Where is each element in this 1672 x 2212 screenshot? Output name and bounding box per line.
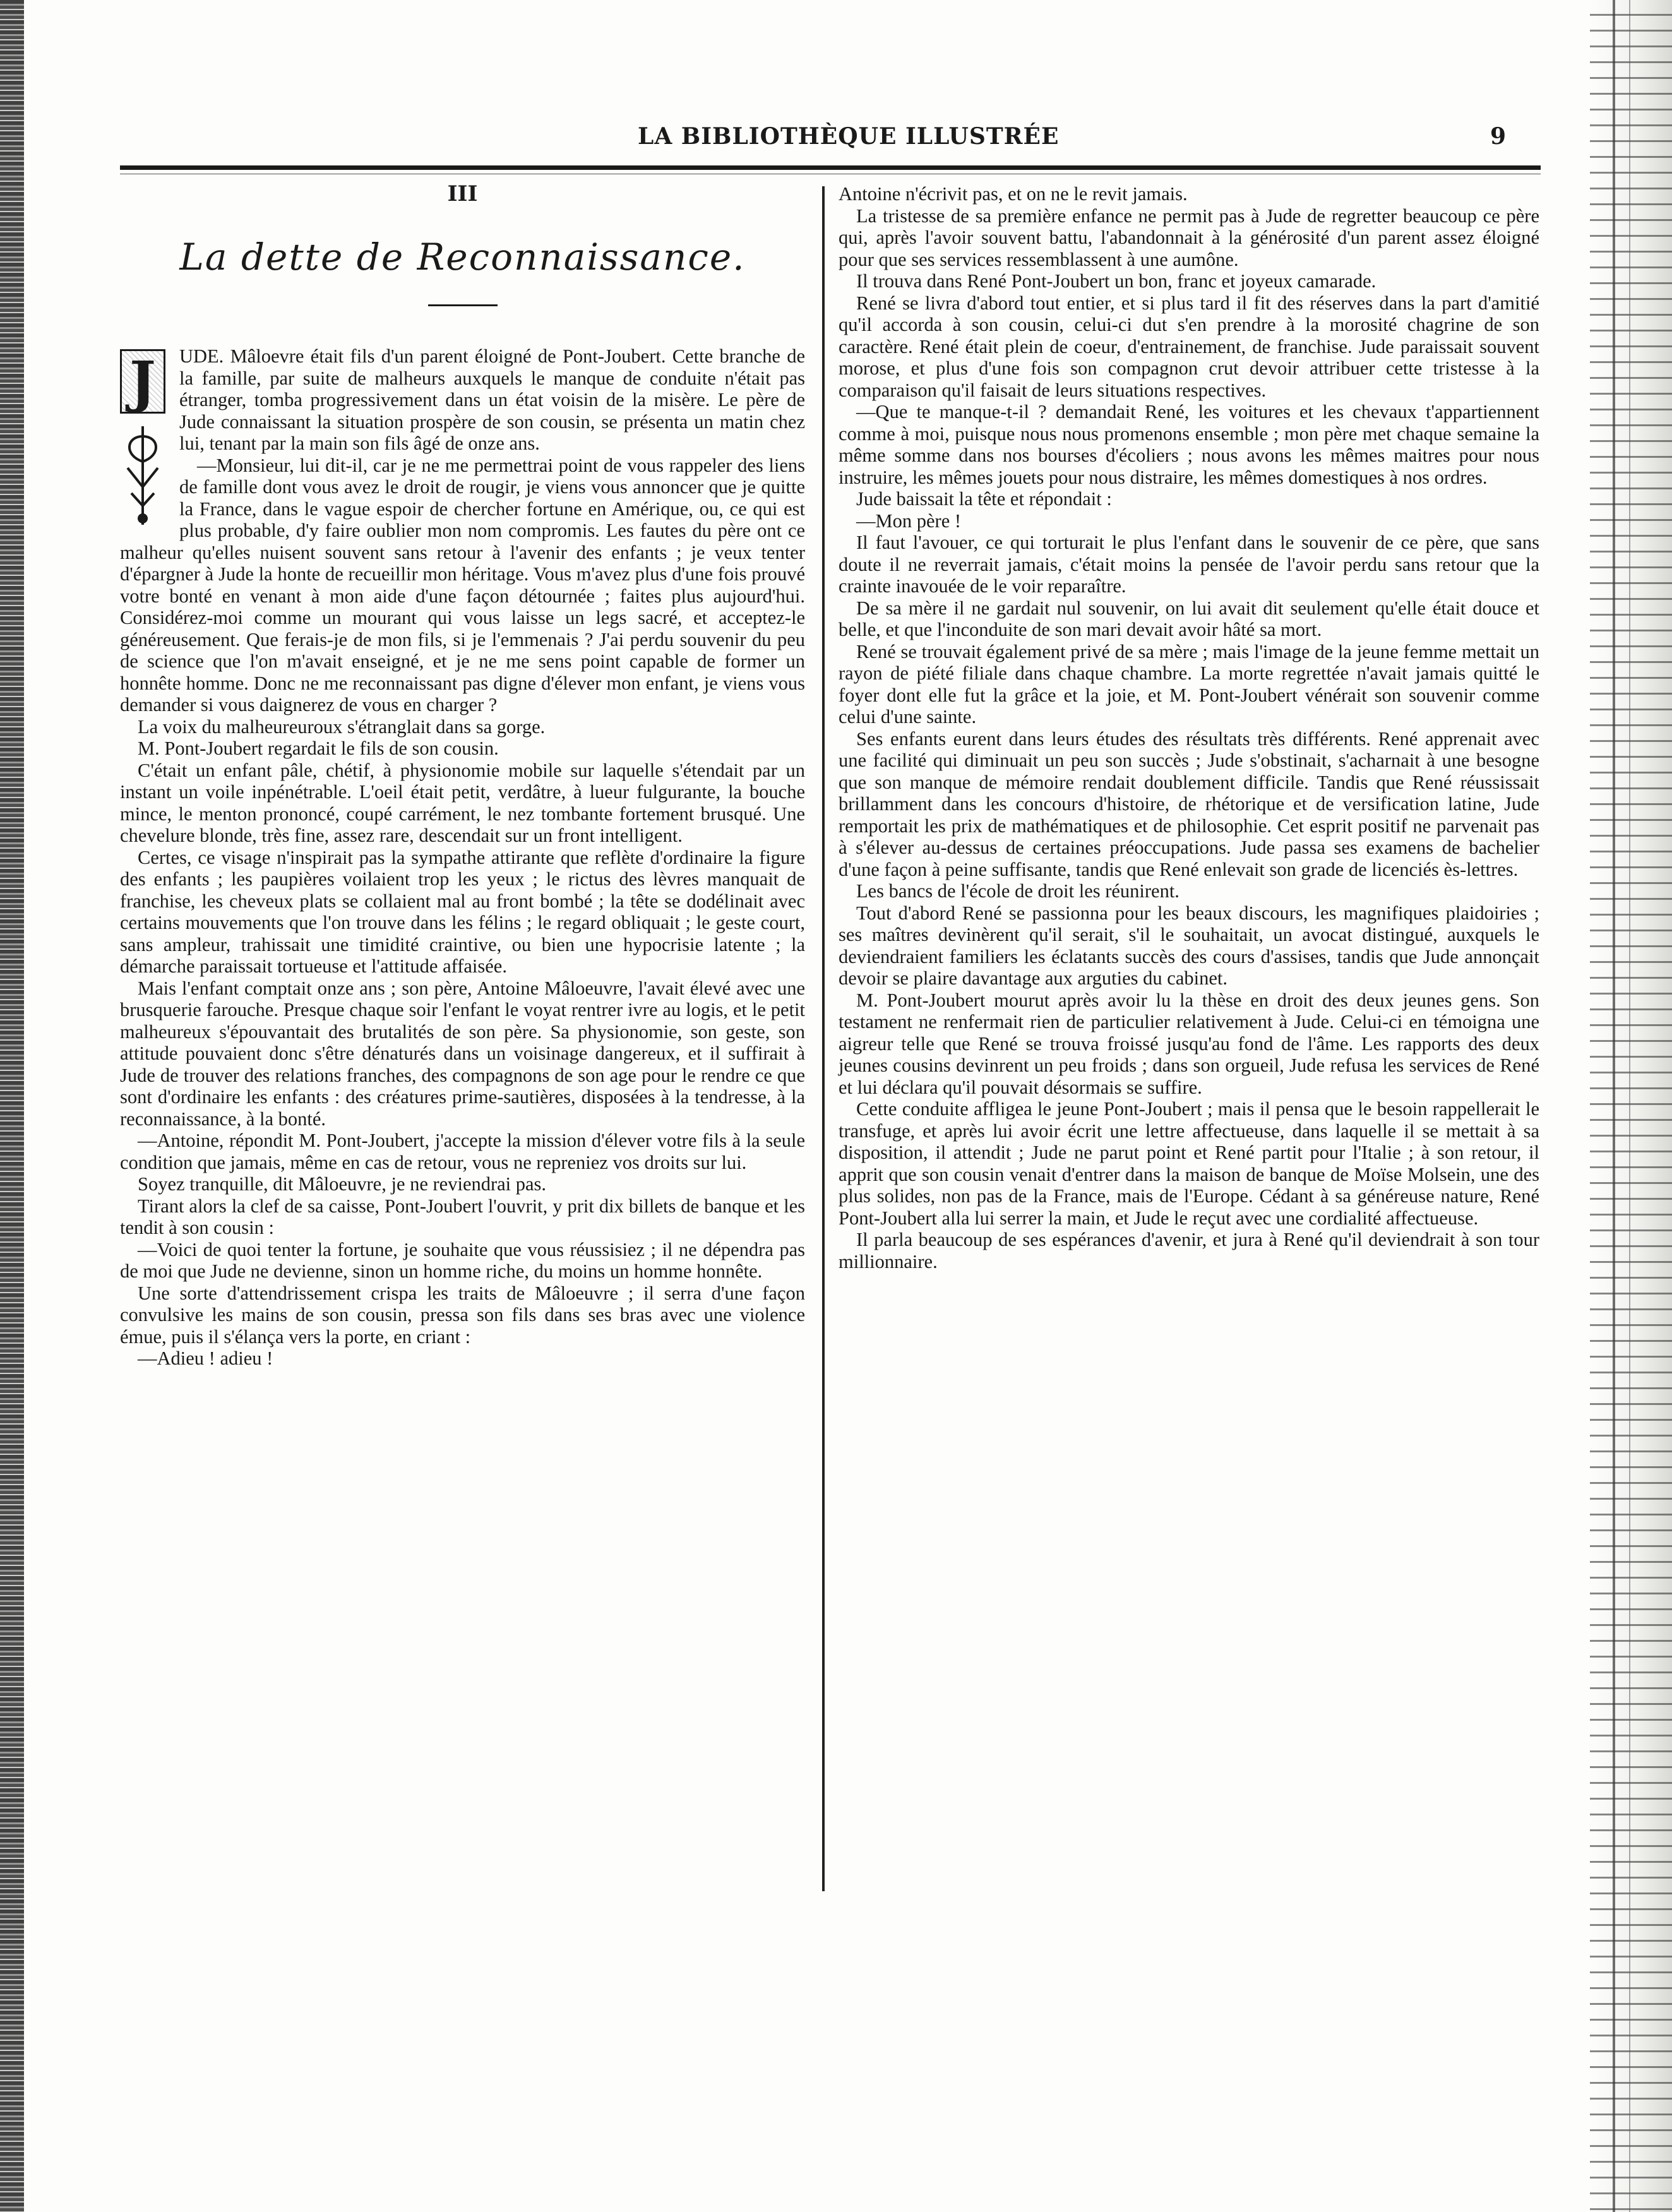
paragraph: René se livra d'abord tout entier, et si plus tard il fit des réserves dans la part d'amitié qu'il accorda à son cousin, celui-ci dut s'en prendre à la morosité chagrine de son caractère. René était plein de coeur, d'entrainement, de franchise. Jude paraissait souvent morose, et plus d'une fois son compagnon crut devoir attribuer cette tristesse à la comparaison qu'il faisait de leurs situations respectives.	[839, 292, 1539, 401]
paragraph: Il trouva dans René Pont-Joubert un bon, franc et joyeux camarade.	[856, 270, 1376, 292]
paragraph: Les bancs de l'école de droit les réunirent.	[856, 880, 1179, 902]
paragraph: Mais l'enfant comptait onze ans ; son père, Antoine Mâloeuvre, l'avait élevé avec une brusquerie farouche. Presque chaque soir l'enfant le voyat rentrer ivre au logis, et le petit malheureux s'épouvantait des brutalités de son père. Sa physionomie, son geste, son attitude pouvaient donc s'être dénaturés dans un voisinage dangereux, et il suffirait à Jude de trouver des relations franches, des compagnons de son age pour le rendre ce que sont d'ordinaire les enfants : des créatures prime-sautières, disposées à la tendresse, à la reconnaissance, à la bonté.	[120, 977, 805, 1130]
scan-edge-line	[1613, 0, 1615, 2212]
paragraph: Tirant alors la clef de sa caisse, Pont-Joubert l'ouvrit, y prit dix billets de banque et les tendit à son cousin :	[120, 1195, 805, 1238]
paragraph: Soyez tranquille, dit Mâloeuvre, je ne reviendrai pas.	[138, 1173, 547, 1195]
paragraph: UDE. Mâloevre était fils d'un parent éloigné de Pont-Joubert. Cette branche de la famille, par suite de malheurs auxquels le manque de conduite n'était pas étranger, tomba progressivement dans un état voisin de la misère. Le père de Jude connaissant la situation prospère de son cousin, se présenta un matin chez lui, tenant par la main son fils âgé de onze ans.	[179, 345, 805, 454]
scan-right-edge	[1590, 0, 1672, 2212]
scan-edge-line-thin	[1629, 0, 1630, 2212]
chapter-title: La dette de Reconnaissance.	[179, 236, 746, 278]
paragraph: C'était un enfant pâle, chétif, à physionomie mobile sur laquelle s'étendait par un instant un voile inpénétrable. L'oeil était petit, verdâtre, à lueur fulgurante, la bouche mince, le menton prononcé, coupé carrément, le nez tombante fortement brusqué. Une chevelure blonde, très fine, assez rare, descendait sur un front intelligent.	[120, 759, 805, 846]
header-rule	[120, 165, 1541, 170]
paragraph: —Mon père !	[856, 510, 962, 532]
paragraph: René se trouvait également privé de sa mère ; mais l'image de la jeune femme mettait un rayon de piété filiale dans chaque chambre. La morte regrettée n'avait jamais quitté le foyer dont elle fut la grâce et la joie, et M. Pont-Joubert vénérait son souvenir comme celui d'une sainte.	[839, 640, 1539, 727]
paragraph: —Voici de quoi tenter la fortune, je souhaite que vous réussisiez ; il ne dépendra pas de moi que Jude ne devienne, sinon un homme riche, du moins un homme honnête.	[120, 1238, 805, 1282]
paragraph: Antoine n'écrivit pas, et on ne le revit jamais.	[839, 183, 1188, 205]
paragraph: Certes, ce visage n'inspirait pas la sympathe attirante que reflète d'ordinaire la figure des enfants ; les paupières voilaient trop les yeux ; le rictus des lèvres manquait de franchise, les cheveux plats se collaient mal au front bombé ; la tête se dodélinait avec certains mouvements que l'on trouve dans les félins ; le regard obliquait ; le geste court, sans ampleur, trahissait une timidité craintive, ou bien une hypocrisie latente ; la démarche paraissait tortueuse et l'attitude affaisée.	[120, 846, 805, 977]
paragraph: —Que te manque-t-il ? demandait René, les voitures et les chevaux t'appartiennent comme à moi, puisque nous nous promenons ensemble ; mon père met chaque semaine la même somme dans nos bourses d'écoliers ; nous avons les mêmes maitres pour nous instruire, les mêmes jouets pour nous distraire, les mêmes domestiques à nos ordres.	[839, 401, 1539, 488]
paragraph: —Monsieur, lui dit-il, car je ne me permettrai point de vous rappeler des liens de famille dont vous avez le droit de rougir, je viens vous annoncer que je quitte la France, dans le vague espoir de chercher fortune en Amérique, ou, ce qui est plus probable, d'y faire oublier mon nom compromis. Les fautes du père ont ce malheur qu'elles nuisent souvent sans retour à l'avenir des enfants ; je veux tenter d'épargner à Jude la honte de recueillir mon héritage. Vous m'avez plus d'une fois prouvé votre bonté en venant à mon aide d'une façon détournée ; faites plus aujourd'hui. Considérez-moi comme un mourant qui vous laisse un legs sacré, et acceptez-le généreusement. Que ferais-je de mon fils, si je l'emmenais ? J'ai perdu souvenir du peu de science que l'on m'avait enseigné, et je ne me sens point capable de former un honnête homme. Donc ne me reconnaissant pas digne d'élever mon enfant, je viens vous demander si vous daignerez de vous en charger ?	[120, 454, 805, 715]
paragraph: Il parla beaucoup de ses espérances d'avenir, et jura à René qu'il deviendrait à son tour millionnaire.	[839, 1229, 1539, 1272]
paragraph: De sa mère il ne gardait nul souvenir, on lui avait dit seulement qu'elle était douce et belle, et que l'inconduite de son mari devait avoir hâté sa mort.	[839, 597, 1539, 640]
paragraph: Cette conduite affligea le jeune Pont-Joubert ; mais il pensa que le besoin rappellerait le transfuge, et après lui avoir écrit une lettre affectueuse, dans laquelle il se mettait à sa disposition, il attendit ; Jude ne parut point et René partit pour l'Italie ; à son retour, il apprit que son cousin venait d'entrer dans la maison de banque de Moïse Molsein, une des plus solides, non pas de la France, mais de l'Europe. Cédant à sa généreuse nature, René Pont-Joubert alla lui serrer la main, et Jude le reçut avec une cordialité affectueuse.	[839, 1098, 1539, 1229]
paragraph: La voix du malheureuroux s'étranglait dans sa gorge.	[138, 715, 546, 738]
paragraph: La tristesse de sa première enfance ne permit pas à Jude de regretter beaucoup ce père qui, après l'avoir souvent battu, l'abandonnait à la générosité d'un parent assez éloigné pour que ses services ressemblassent à une aumône.	[839, 205, 1539, 270]
right-column	[839, 183, 1539, 1272]
paragraph: Ses enfants eurent dans leurs études des résultats très différents. René apprenait avec une facilité qui diminuait un peu son succès ; Jude s'obstinait, s'acharnait à une besogne que son manque de mémoire rendait doublement difficile. Tandis que René réussissait brillamment dans les concours d'histoire, de rhétorique et de versification latine, Jude remportait les prix de mathématiques et de philosophie. Cet esprit positif ne parvenait pas à s'élever au-dessus de certaines préoccupations. Jude passa ses examens de bachelier d'une façon à peine suffisante, tandis que René enlevait son grade de licenciés ès-lettres.	[839, 727, 1539, 880]
paragraph: M. Pont-Joubert regardait le fils de son cousin.	[138, 738, 499, 759]
left-column-body	[120, 345, 805, 1370]
chapter-number: III	[447, 181, 478, 206]
paragraph: —Antoine, répondit M. Pont-Joubert, j'accepte la mission d'élever votre fils à la seule condition que jamais, même en cas de retour, vous ne repreniez vos droits sur lui.	[120, 1130, 805, 1173]
paragraph: Une sorte d'attendrissement crispa les traits de Mâloeuvre ; il serra d'une façon convulsive les mains de son cousin, pressa son fils dans ses bras avec une violence émue, puis il s'élança vers la porte, en criant :	[120, 1282, 805, 1348]
paragraph: Tout d'abord René se passionna pour les beaux discours, les magnifiques plaidoiries ; ses maîtres devinèrent qu'il serait, s'il le souhaitait, un avocat distingué, auxquels le deviendraient familiers les éclatants succès des cours d'assises, tandis que Jude annonçait devoir se plaire davantage aux arguties du cabinet.	[839, 902, 1539, 989]
left-column	[120, 183, 805, 1370]
page-number: 9	[1490, 123, 1507, 150]
paragraph: Il faut l'avouer, ce qui torturait le plus l'enfant dans le souvenir de ce père, que sans doute il ne reverrait jamais, c'était moins la pensée de l'avoir perdu sans retour que la crainte inavouée de le voir reparaître.	[839, 532, 1539, 597]
drop-cap-ornament	[120, 424, 165, 531]
title-rule	[428, 304, 498, 306]
running-head: LA BIBLIOTHÈQUE ILLUSTRÉE	[638, 123, 1060, 150]
scan-left-edge	[0, 0, 24, 2212]
paragraph: —Adieu ! adieu !	[138, 1348, 273, 1369]
drop-cap-letter: J	[120, 349, 165, 414]
paragraph: M. Pont-Joubert mourut après avoir lu la thèse en droit des deux jeunes gens. Son testament ne renfermait rien de particulier relativement à Jude. Celui-ci en témoigna une aigreur telle que René se trouva froissé jusqu'au fond de l'âme. Les rapports des deux jeunes cousins devinrent un peu froids ; dans son orgueil, Jude refusa les services de René et lui déclara qu'il pouvait désormais se suffire.	[839, 989, 1539, 1098]
drop-cap	[120, 349, 165, 539]
paragraph: Jude baissait la tête et répondait :	[856, 488, 1112, 510]
column-divider	[822, 186, 825, 1891]
